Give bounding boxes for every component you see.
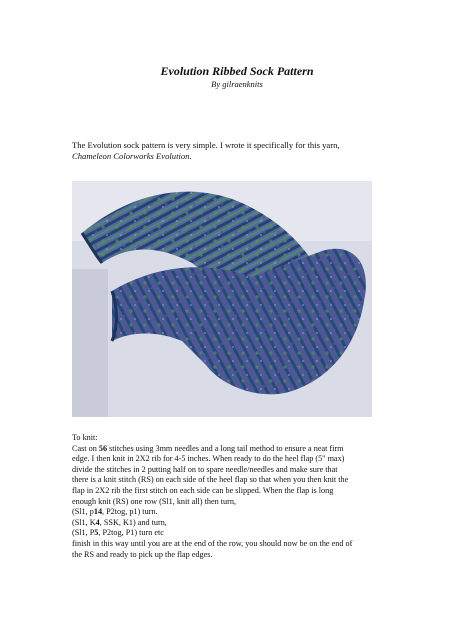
instruction-line-7: (Sl1, p14, P2tog, p1) turn. <box>72 507 158 517</box>
instruction-line-8: (Sl1, K4, SSK, K1) and turn, <box>72 517 167 527</box>
instruction-line-6: enough knit (RS) one row (Sl1, knit all) then turn, <box>72 496 236 506</box>
instructions-body <box>72 433 406 560</box>
instruction-line-5: flap in 2X2 rib the first stitch on each side can be slipped. When the flap is long <box>72 485 334 495</box>
instruction-line-4: there is a knit stitch (RS) on each side of the heel flap so that when you then knit the <box>72 475 349 485</box>
intro-yarn-name: Chameleon Colorworks Evolution. <box>72 151 192 161</box>
document-byline: By gilraenknits <box>211 79 263 89</box>
document-title: Evolution Ribbed Sock Pattern <box>160 64 314 78</box>
instruction-line-2: edge. I then knit in 2X2 rib for 4-5 inches. When ready to do the heel flap (5" max) <box>72 454 345 464</box>
instruction-line-9: (Sl1, P5, P2tog, P1) turn etc <box>72 528 164 538</box>
instruction-line-10: finish in this way until you are at the end of the row, you should now be on the end of <box>72 538 353 548</box>
instruction-line-0: To knit: <box>72 433 98 442</box>
instruction-line-11: the RS and ready to pick up the flap edges. <box>72 549 213 559</box>
instruction-line-1: Cast on 56 stitches using 3mm needles and a long tail method to ensure a neat firm <box>72 443 344 453</box>
sock-photo <box>72 181 372 417</box>
intro-text: The Evolution sock pattern is very simple. I wrote it specifically for this yarn, <box>72 140 340 150</box>
instruction-line-3: divide the stitches in 2 putting half on to spare needle/needles and make sure that <box>72 464 338 474</box>
intro-paragraph <box>72 140 402 162</box>
sock-photo-illustration <box>72 181 372 417</box>
